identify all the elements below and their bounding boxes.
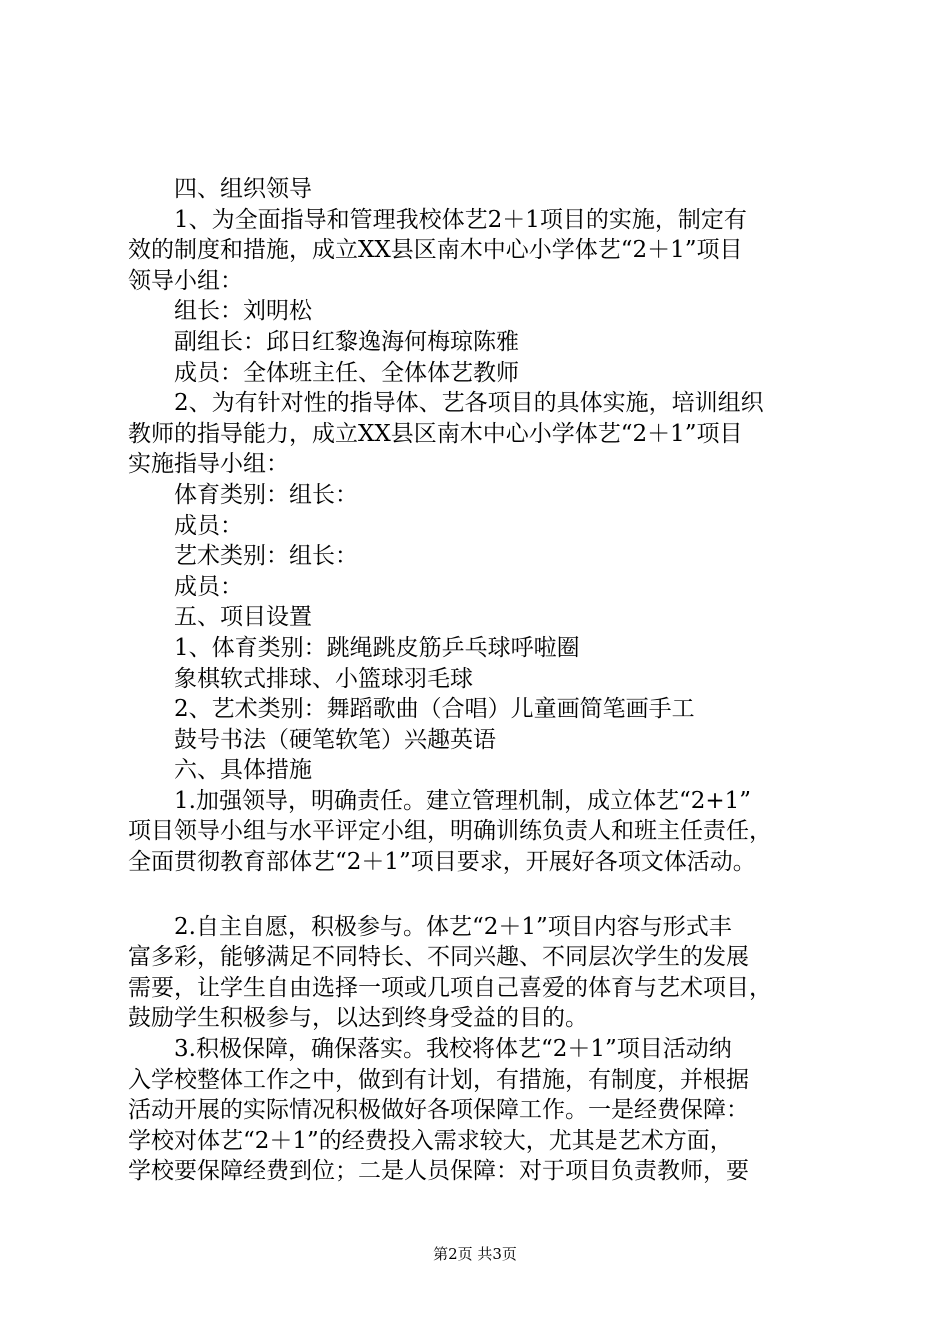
text-block-2 <box>128 912 853 1187</box>
text-line: 1、体育类别：跳绳跳皮筋乒乓球呼啦圈 <box>174 634 580 661</box>
text-line: 1、为全面指导和管理我校体艺2＋1项目的实施，制定有 <box>174 206 747 233</box>
text-line: 2、为有针对性的指导体、艺各项目的具体实施，培训组织 <box>174 390 764 417</box>
text-line: 效的制度和措施，成立XX县区南木中心小学体艺“2＋1”项目 <box>128 237 743 264</box>
text-line: 四、组织领导 <box>174 176 312 202</box>
page-number: 第2页 共3页 <box>433 1245 517 1263</box>
page-footer <box>0 1243 950 1264</box>
text-line: 组长：刘明松 <box>174 298 312 325</box>
text-line: 领导小组： <box>128 267 243 294</box>
text-line: 富多彩，能够满足不同特长、不同兴趣、不同层次学生的发展 <box>128 944 749 971</box>
text-line: 成员： <box>174 512 243 539</box>
text-line: 需要，让学生自由选择一项或几项自己喜爱的体育与艺术项目， <box>128 974 772 1001</box>
text-line: 实施指导小组： <box>128 451 289 478</box>
text-line: 副组长：邱日红黎逸海何梅琼陈雅 <box>174 328 519 355</box>
text-line: 3.积极保障，确保落实。我校将体艺“2＋1”项目活动纳 <box>174 1036 732 1063</box>
text-line: 象棋软式排球、小篮球羽毛球 <box>174 665 473 692</box>
text-line: 五、项目设置 <box>174 604 312 631</box>
text-block-1 <box>128 174 853 878</box>
text-line: 教师的指导能力，成立XX县区南木中心小学体艺“2＋1”项目 <box>128 420 743 447</box>
text-line: 学校要保障经费到位；二是人员保障：对于项目负责教师，要 <box>128 1158 749 1185</box>
text-line: 鼓号书法（硬笔软笔）兴趣英语 <box>174 726 496 753</box>
text-line: 学校对体艺“2＋1”的经费投入需求较大，尤其是艺术方面， <box>128 1127 733 1154</box>
text-line: 2.自主自愿，积极参与。体艺“2＋1”项目内容与形式丰 <box>174 913 732 940</box>
text-line: 成员： <box>174 573 243 600</box>
paragraph-gap <box>128 878 853 912</box>
text-line: 全面贯彻教育部体艺“2＋1”项目要求，开展好各项文体活动。 <box>128 849 756 876</box>
text-line: 六、具体措施 <box>174 757 312 784</box>
text-line: 2、艺术类别：舞蹈歌曲（合唱）儿童画简笔画手工 <box>174 696 695 723</box>
document-body <box>128 174 853 1187</box>
text-line: 鼓励学生积极参与，以达到终身受益的目的。 <box>128 1005 588 1032</box>
text-line: 入学校整体工作之中，做到有计划，有措施，有制度，并根据 <box>128 1066 749 1093</box>
text-line: 项目领导小组与水平评定小组，明确训练负责人和班主任责任， <box>128 818 772 845</box>
text-line: 艺术类别：组长： <box>174 543 358 570</box>
text-line: 体育类别：组长： <box>174 481 358 508</box>
text-line: 成员：全体班主任、全体体艺教师 <box>174 359 519 386</box>
text-line: 1.加强领导，明确责任。建立管理机制，成立体艺“2+1” <box>174 787 751 814</box>
text-line: 活动开展的实际情况积极做好各项保障工作。一是经费保障： <box>128 1097 749 1124</box>
